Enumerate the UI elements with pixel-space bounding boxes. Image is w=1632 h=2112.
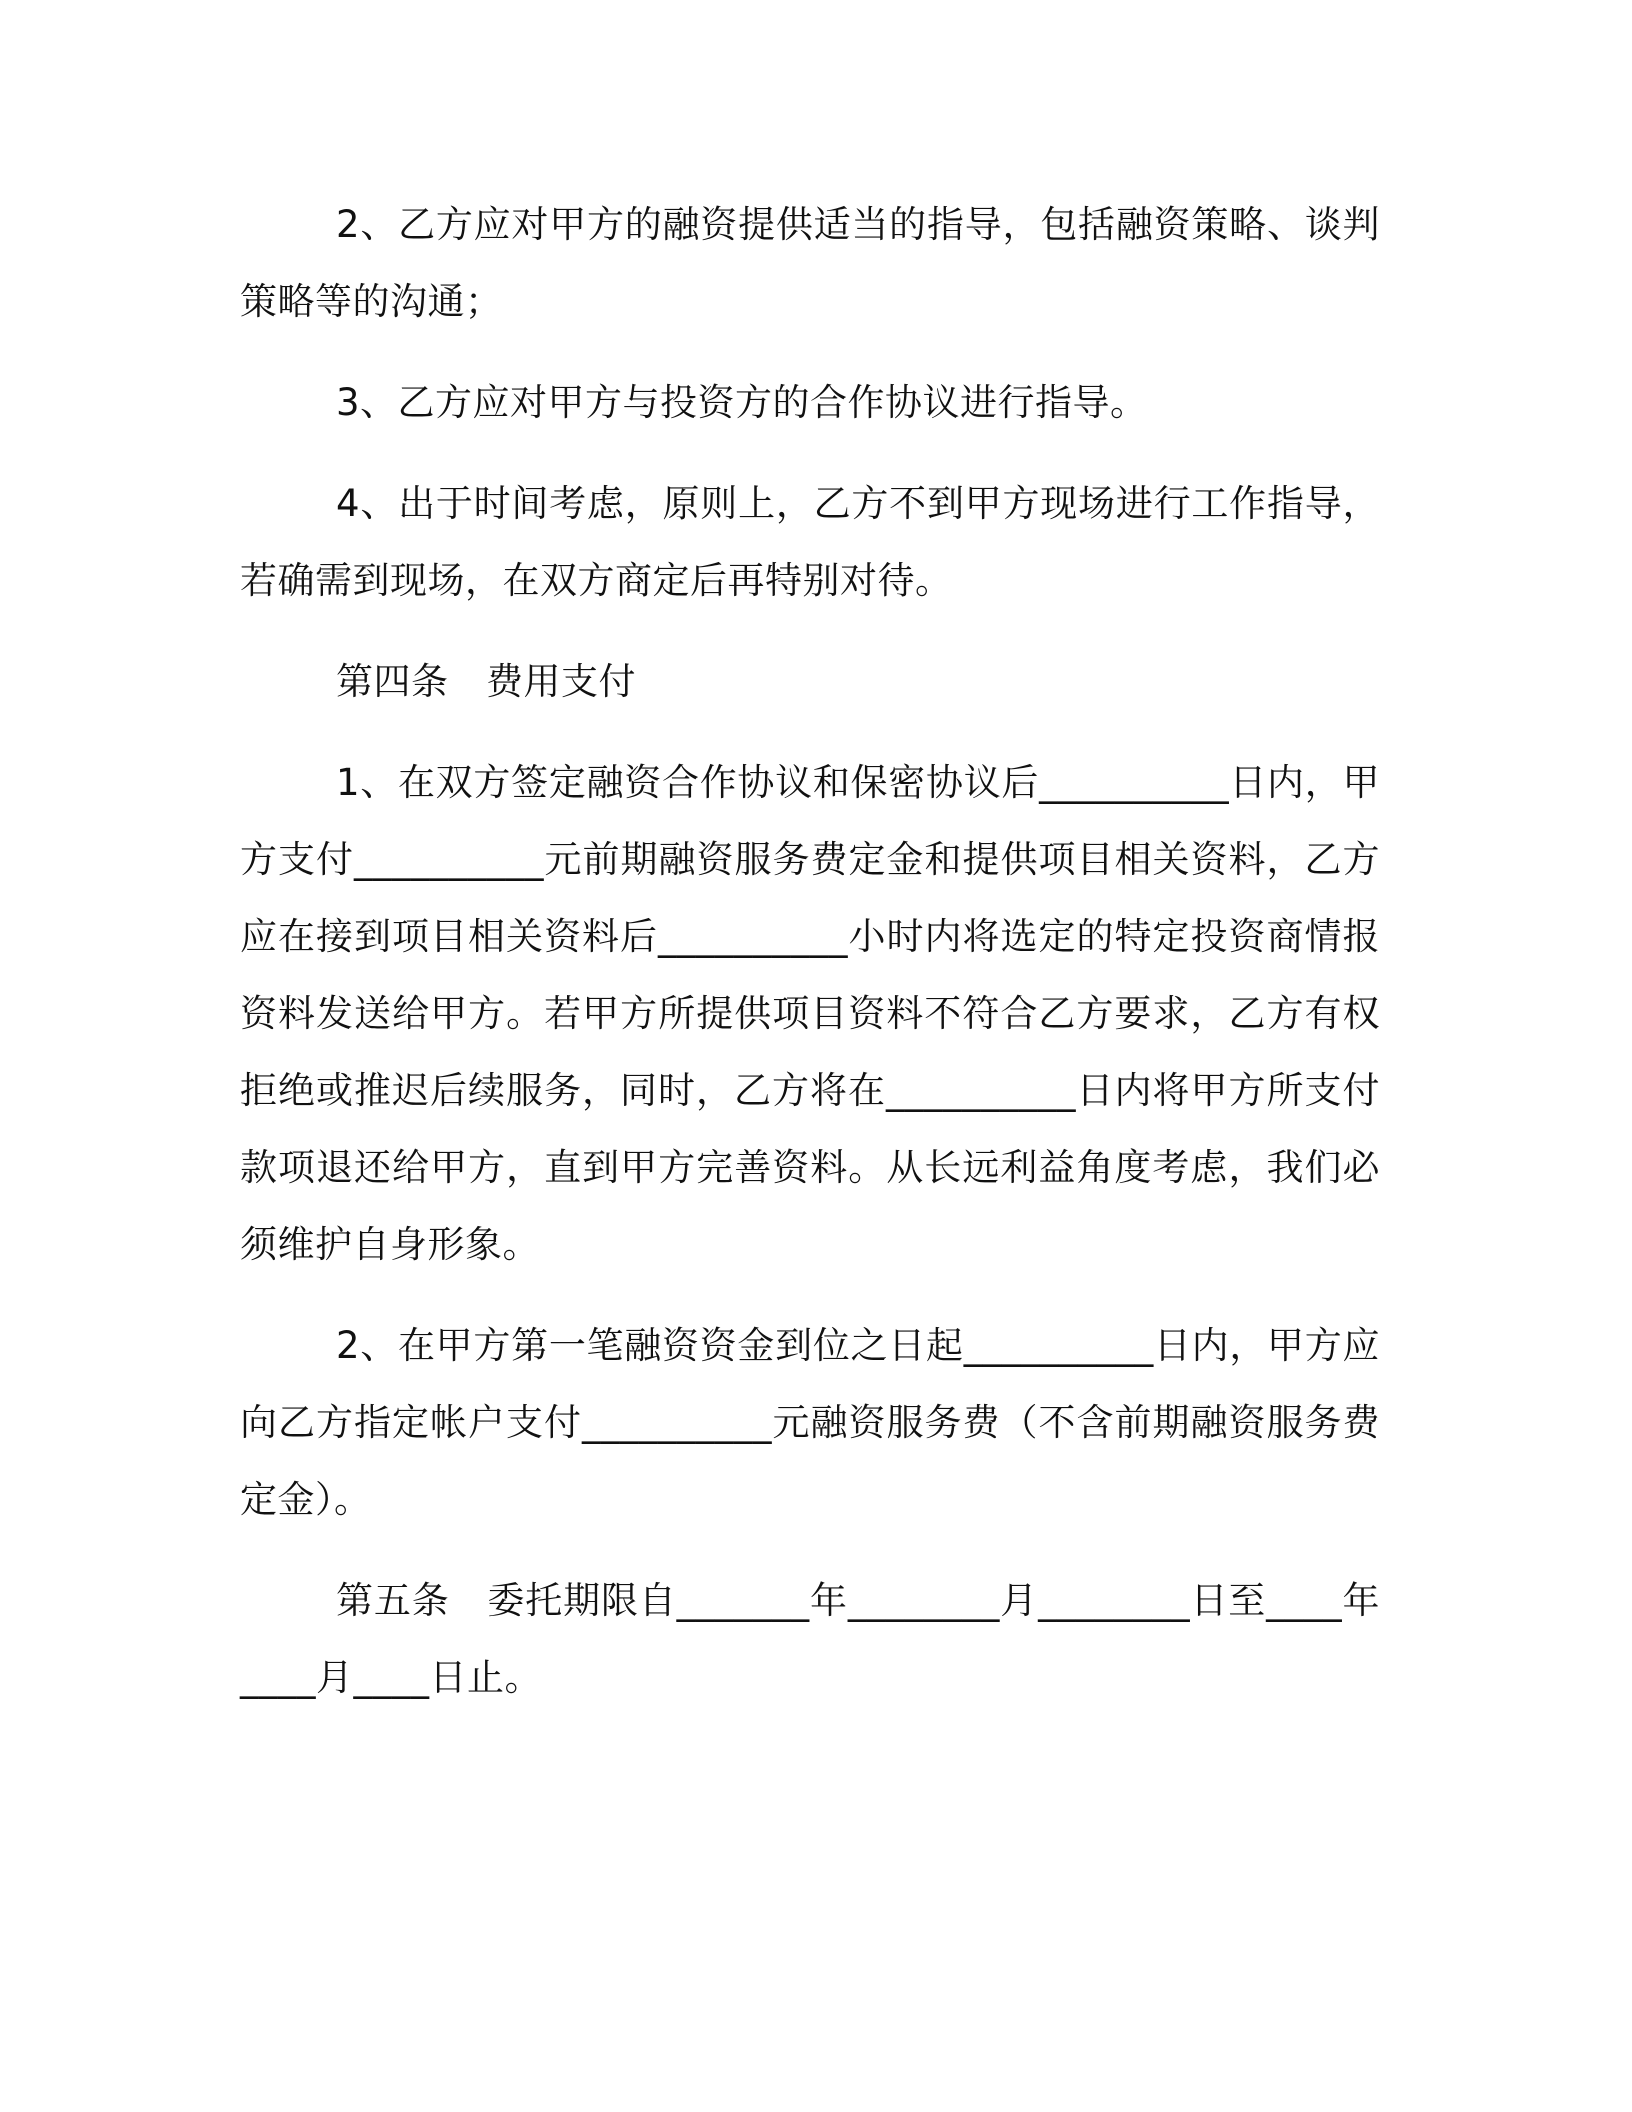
clause-3-agreement-guidance: 3、乙方应对甲方与投资方的合作协议进行指导。 bbox=[336, 381, 1148, 424]
article-4-item-2: 2、在甲方第一笔融资资金到位之日起__________日内，甲方应向乙方指定帐户支付__________元融资服务费（不含前期融资服务费定金）。 bbox=[240, 1324, 1380, 1521]
clause-2-guidance: 2、乙方应对甲方的融资提供适当的指导，包括融资策略、谈判策略等的沟通； bbox=[240, 203, 1380, 323]
document-page bbox=[240, 186, 1380, 1740]
clause-4-onsite: 4、出于时间考虑，原则上，乙方不到甲方现场进行工作指导，若确需到现场，在双方商定后再特别对待。 bbox=[240, 482, 1380, 602]
article-4-item-1: 1、在双方签定融资合作协议和保密协议后__________日内，甲方支付__________元前期融资服务费定金和提供项目相关资料，乙方应在接到项目相关资料后__________小时内将选定的特定投资商情报资料发送给甲方。若甲方所提供项目资料不符合乙方要求，乙方有权拒绝或推迟后续服务，同时，乙方将在__________日内将甲方所支付款项退还给甲方，直到甲方完善资料。从长远利益角度考虑，我们必须维护自身形象。 bbox=[240, 761, 1380, 1266]
article-5-term: 第五条 委托期限自_______年________月________日至____年____月____日止。 bbox=[240, 1579, 1380, 1699]
article-4-heading: 第四条 费用支付 bbox=[336, 660, 636, 703]
